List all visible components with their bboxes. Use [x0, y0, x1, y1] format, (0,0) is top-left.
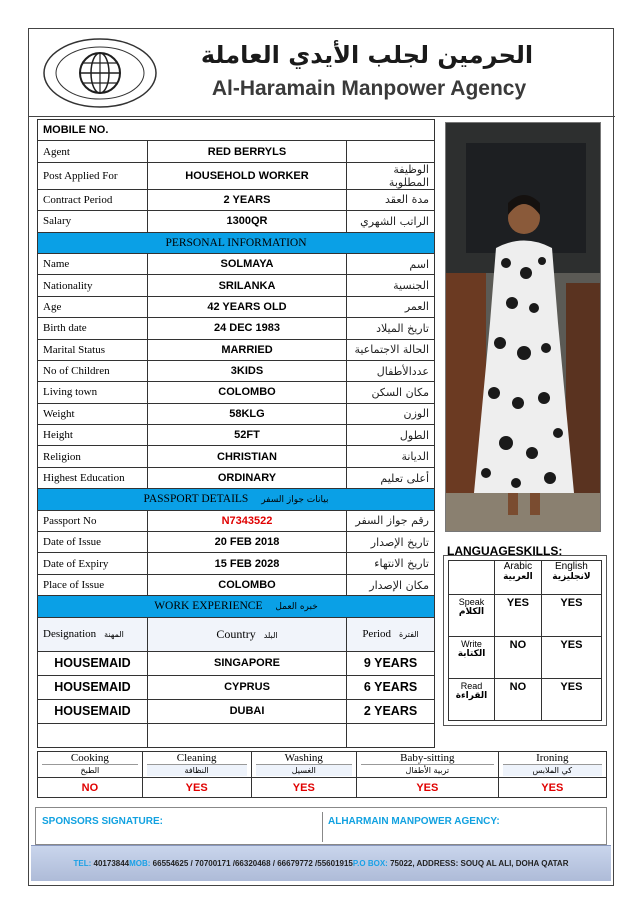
job-field-value: HOUSEHOLD WORKER: [147, 162, 346, 189]
signature-box: [35, 807, 607, 845]
skill-name-ar: الغسيل: [256, 764, 352, 776]
passport-details-header-row: [38, 489, 435, 510]
work-empty-cell: [147, 723, 346, 747]
job-field-value: 2 YEARS: [147, 189, 346, 210]
work-header-period-label-ar: الفترة: [399, 630, 419, 640]
language-skill-cell: [449, 637, 495, 679]
personal-field-value: ORDINARY: [147, 467, 346, 488]
skill-value: YES: [251, 778, 356, 798]
personal-field-label: Nationality: [38, 275, 148, 296]
work-designation: HOUSEMAID: [38, 675, 148, 699]
personal-info-header: [38, 232, 435, 253]
footer-mob: 66554625 / 70700171 /66320468 / 66679772 /55601915: [152, 859, 353, 868]
personal-field-label-ar: الوزن: [347, 403, 435, 424]
skill-header-cell: [251, 752, 356, 778]
personal-field-row: [38, 318, 435, 339]
mobile-label: MOBILE NO.: [38, 120, 435, 141]
personal-field-row: [38, 360, 435, 381]
personal-field-row: [38, 425, 435, 446]
work-header-designation: [38, 617, 148, 651]
job-field-label-ar: الوظيفة المطلوبة: [347, 162, 435, 189]
footer-po: 75022, ADDRESS: SOUQ AL ALI, DOHA QATAR: [390, 859, 569, 868]
job-field-label: Salary: [38, 211, 148, 232]
skill-name-ar: النظافة: [147, 764, 247, 776]
agency-signature-label: ALHARMAIN MANPOWER AGENCY:: [328, 816, 500, 827]
passport-field-row: [38, 553, 435, 574]
personal-field-row: [38, 403, 435, 424]
personal-field-label: Living town: [38, 382, 148, 403]
work-row: [38, 675, 435, 699]
skills-header-row: [38, 752, 607, 778]
job-field-row: [38, 189, 435, 210]
agency-logo-globe-icon: [41, 37, 159, 109]
language-skill-cell: [449, 595, 495, 637]
job-field-value: RED BERRYLS: [147, 141, 346, 162]
job-field-label: Post Applied For: [38, 162, 148, 189]
personal-field-label: Height: [38, 425, 148, 446]
personal-field-label: Religion: [38, 446, 148, 467]
passport-field-label: Date of Expiry: [38, 553, 148, 574]
passport-field-label: Place of Issue: [38, 574, 148, 595]
work-period: 6 YEARS: [347, 675, 435, 699]
work-row: [38, 651, 435, 675]
passport-field-label: Passport No: [38, 510, 148, 531]
job-field-row: [38, 162, 435, 189]
work-row: [38, 699, 435, 723]
personal-field-value: 52FT: [147, 425, 346, 446]
language-arabic-value: NO: [495, 679, 542, 721]
work-empty-cell: [347, 723, 435, 747]
language-skills-box: [443, 555, 607, 726]
skills-value-row: [38, 778, 607, 798]
skills-table: [37, 751, 607, 798]
language-skill-name: Write: [461, 639, 482, 649]
personal-field-row: [38, 467, 435, 488]
personal-field-label: No of Children: [38, 360, 148, 381]
personal-field-label-ar: أعلى تعليم: [347, 467, 435, 488]
passport-details-header-text-ar: بيانات جواز السفر: [261, 495, 329, 506]
personal-field-label-ar: اسم: [347, 253, 435, 274]
job-field-label-ar: [347, 141, 435, 162]
language-skill-name-ar: القراءة: [455, 691, 488, 701]
work-designation: HOUSEMAID: [38, 651, 148, 675]
work-header-country-label: Country: [216, 626, 256, 641]
skill-name: Cooking: [70, 752, 109, 764]
job-field-label: Agent: [38, 141, 148, 162]
skill-name-ar: الطبخ: [42, 764, 138, 776]
personal-field-value: 3KIDS: [147, 360, 346, 381]
language-skill-name-ar: الكتابة: [457, 649, 486, 659]
language-english-value: YES: [541, 637, 601, 679]
footer-po-label: P.O BOX:: [352, 859, 388, 868]
passport-details-header-text: PASSPORT DETAILS: [143, 493, 249, 506]
language-row: [449, 637, 602, 679]
skill-name: Ironing: [536, 752, 569, 764]
passport-field-row: [38, 510, 435, 531]
candidate-photo: [445, 122, 601, 532]
skill-header-cell: [142, 752, 251, 778]
job-field-row: [38, 211, 435, 232]
personal-field-label-ar: عددالأطفال: [347, 360, 435, 381]
language-skill-name-ar: الكلام: [458, 607, 485, 617]
work-experience-header-text: WORK EXPERIENCE: [154, 600, 263, 613]
personal-field-label: Highest Education: [38, 467, 148, 488]
work-experience-header-text-ar: خبره العمل: [275, 602, 318, 613]
work-empty-cell: [38, 723, 148, 747]
language-arabic-label-ar: العربية: [503, 572, 533, 582]
language-skills-table: [448, 560, 602, 721]
personal-field-row: [38, 275, 435, 296]
agency-name-english: Al-Haramain Manpower Agency: [211, 77, 527, 100]
personal-info-header-row: [38, 232, 435, 253]
personal-field-value: 24 DEC 1983: [147, 318, 346, 339]
cv-page: [28, 28, 614, 886]
language-arabic-header: [495, 561, 542, 595]
work-header-row: [38, 617, 435, 651]
language-arabic-value: NO: [495, 637, 542, 679]
passport-field-row: [38, 532, 435, 553]
work-header-country-label-ar: البلد: [263, 630, 278, 640]
language-english-header: [541, 561, 601, 595]
work-experience-header-row: [38, 596, 435, 617]
language-row: [449, 595, 602, 637]
skill-name-ar: تربية الأطفال: [361, 764, 494, 776]
personal-field-label: Birth date: [38, 318, 148, 339]
personal-field-label-ar: تاريخ الميلاد: [347, 318, 435, 339]
passport-field-label-ar: مكان الإصدار: [347, 574, 435, 595]
work-country: CYPRUS: [147, 675, 346, 699]
language-skill-name: Read: [460, 681, 483, 691]
personal-field-row: [38, 296, 435, 317]
language-skill-cell: [449, 679, 495, 721]
skill-header-cell: [498, 752, 606, 778]
personal-field-value: MARRIED: [147, 339, 346, 360]
personal-field-label-ar: الجنسية: [347, 275, 435, 296]
personal-field-row: [38, 382, 435, 403]
personal-field-value: COLOMBO: [147, 382, 346, 403]
sponsor-signature-label: SPONSORS SIGNATURE:: [42, 816, 163, 827]
work-country: DUBAI: [147, 699, 346, 723]
personal-field-value: 42 YEARS OLD: [147, 296, 346, 317]
skill-value: YES: [498, 778, 606, 798]
header: [29, 29, 615, 117]
work-period: 9 YEARS: [347, 651, 435, 675]
language-english-value: YES: [541, 595, 601, 637]
passport-field-label-ar: رقم جواز السفر: [347, 510, 435, 531]
language-header-row: [449, 561, 602, 595]
language-arabic-value: YES: [495, 595, 542, 637]
personal-field-label-ar: الحالة الاجتماعية: [347, 339, 435, 360]
personal-field-label-ar: الطول: [347, 425, 435, 446]
personal-field-label-ar: العمر: [347, 296, 435, 317]
passport-field-value: 20 FEB 2018: [147, 532, 346, 553]
job-field-label-ar: مدة العقد: [347, 189, 435, 210]
skill-name: Washing: [284, 752, 323, 764]
job-field-value: 1300QR: [147, 211, 346, 232]
work-header-designation-label-ar: المهنة: [104, 630, 124, 640]
job-field-label: Contract Period: [38, 189, 148, 210]
signature-divider: [322, 812, 323, 842]
skill-name-ar: كي الملابس: [503, 764, 602, 776]
footer-tel-label: TEL:: [73, 859, 92, 868]
work-experience-header: [38, 596, 435, 617]
language-row: [449, 679, 602, 721]
passport-field-row: [38, 574, 435, 595]
passport-details-header: [38, 489, 435, 510]
work-header-country: [147, 617, 346, 651]
language-skill-name: Speak: [458, 597, 485, 607]
personal-info-header-text: PERSONAL INFORMATION: [165, 236, 307, 249]
skill-name: Baby-sitting: [400, 752, 455, 764]
skill-header-cell: [38, 752, 143, 778]
language-arabic-label: Arabic: [503, 561, 533, 572]
passport-field-value: COLOMBO: [147, 574, 346, 595]
personal-field-value: SRILANKA: [147, 275, 346, 296]
language-english-value: YES: [541, 679, 601, 721]
personal-field-value: CHRISTIAN: [147, 446, 346, 467]
work-header-designation-label: Designation: [43, 628, 97, 641]
skill-name: Cleaning: [176, 752, 217, 764]
skill-value: NO: [38, 778, 143, 798]
personal-field-row: [38, 253, 435, 274]
work-period: 2 YEARS: [347, 699, 435, 723]
mobile-row: [38, 120, 435, 141]
passport-field-label: Date of Issue: [38, 532, 148, 553]
personal-field-label: Age: [38, 296, 148, 317]
work-empty-row: [38, 723, 435, 747]
application-form-table: [37, 119, 435, 748]
work-designation: HOUSEMAID: [38, 699, 148, 723]
passport-field-label-ar: تاريخ الإصدار: [347, 532, 435, 553]
passport-field-value: 15 FEB 2028: [147, 553, 346, 574]
agency-name-arabic: الحرمين لجلب الأيدي العاملة: [200, 41, 534, 69]
personal-field-label-ar: مكان السكن: [347, 382, 435, 403]
personal-field-value: SOLMAYA: [147, 253, 346, 274]
personal-field-row: [38, 339, 435, 360]
footer-tel: 40173844: [93, 859, 130, 868]
work-header-period: [347, 617, 435, 651]
skill-value: YES: [357, 778, 499, 798]
personal-field-row: [38, 446, 435, 467]
personal-field-label-ar: الديانة: [347, 446, 435, 467]
language-english-label: English: [555, 561, 588, 572]
personal-field-value: 58KLG: [147, 403, 346, 424]
contact-footer: [31, 845, 611, 881]
job-field-row: [38, 141, 435, 162]
language-skills-title: LANGUAGESKILLS:: [447, 544, 563, 558]
language-corner-cell: [449, 561, 495, 595]
skill-value: YES: [142, 778, 251, 798]
footer-mob-label: MOB:: [129, 859, 151, 868]
skill-header-cell: [357, 752, 499, 778]
language-english-label-ar: لانجليزية: [552, 572, 591, 582]
work-country: SINGAPORE: [147, 651, 346, 675]
personal-field-label: Name: [38, 253, 148, 274]
passport-field-value: N7343522: [147, 510, 346, 531]
personal-field-label: Marital Status: [38, 339, 148, 360]
personal-field-label: Weight: [38, 403, 148, 424]
job-field-label-ar: الراتب الشهري: [347, 211, 435, 232]
work-header-period-label: Period: [362, 628, 392, 641]
passport-field-label-ar: تاريخ الانتهاء: [347, 553, 435, 574]
